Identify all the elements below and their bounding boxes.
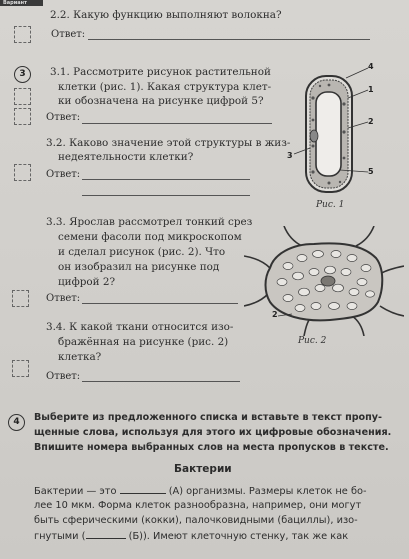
text-paragraph-line-3: быть сферическими (кокки), палочковидными (бациллы), изо- xyxy=(34,515,358,526)
answer-box-3-1b[interactable] xyxy=(14,108,31,125)
fig1-label-2: 2 xyxy=(368,117,374,126)
answer-label-3-4: Ответ: xyxy=(46,371,81,382)
answer-line-3-4[interactable] xyxy=(82,381,240,382)
task-4-instruction-line-3: Впишите номера выбранных слов на места пропусков в тексте. xyxy=(34,442,389,453)
answer-label-2-2: Ответ: xyxy=(51,29,86,40)
answer-box-3-1[interactable] xyxy=(14,88,31,105)
figure-1-plant-cell xyxy=(284,58,384,208)
answer-box-3-2[interactable] xyxy=(14,164,31,181)
question-3-3-line-1: 3.3. Ярослав рассмотрел тонкий срез xyxy=(46,216,253,228)
answer-label-3-2: Ответ: xyxy=(46,169,81,180)
text-line-4-start: гнутыми ( xyxy=(34,531,86,542)
answer-line-3-1[interactable] xyxy=(82,123,272,124)
text-line-4-end: (Б)). Имеют клеточную стенку, так же как xyxy=(128,531,349,542)
answer-label-3-3: Ответ: xyxy=(46,293,81,304)
question-3-4-line-2: бражённая на рисунке (рис. 2) xyxy=(58,336,229,348)
question-3-2-line-2: недеятельности клетки? xyxy=(58,151,194,163)
fig1-label-3: 3 xyxy=(287,151,293,160)
answer-line-3-2a[interactable] xyxy=(82,179,250,180)
fig1-label-4: 4 xyxy=(368,62,374,71)
question-3-4-line-1: 3.4. К какой ткани относится изо- xyxy=(46,321,234,333)
variant-tab: Вариант xyxy=(0,0,43,6)
question-3-1-line-1: 3.1. Рассмотрите рисунок растительной xyxy=(50,66,271,78)
task-4-number: 4 xyxy=(8,414,25,431)
question-3-3-line-3: и сделал рисунок (рис. 2). Что xyxy=(58,246,226,258)
task-4-instruction-line-1: Выберите из предложенного списка и вставьте в текст пропу- xyxy=(34,412,383,423)
text-paragraph-line-4 xyxy=(34,528,348,544)
blank-b[interactable] xyxy=(86,528,126,539)
question-3-3-line-5: цифрой 2? xyxy=(58,276,116,288)
question-3-3-line-4: он изобразил на рисунке под xyxy=(58,261,220,273)
answer-line-3-2b[interactable] xyxy=(82,195,250,196)
answer-box-3-3[interactable] xyxy=(12,290,29,307)
fig2-label-2: 2 xyxy=(272,310,278,319)
answer-line-2-2[interactable] xyxy=(88,39,370,40)
question-2-2-text: 2.2. Какую функцию выполняют волокна? xyxy=(50,9,282,21)
figure-1-caption: Рис. 1 xyxy=(316,200,345,210)
question-3-1-line-2: клетки (рис. 1). Какая структура клет- xyxy=(58,81,272,93)
blank-a[interactable] xyxy=(120,483,166,494)
question-3-3-line-2: семени фасоли под микроскопом xyxy=(58,231,242,243)
task-3-number: 3 xyxy=(14,66,31,83)
fig1-label-5: 5 xyxy=(368,167,374,176)
text-line-1-start: Бактерии — это xyxy=(34,486,117,497)
figure-2-seed-cells xyxy=(244,226,404,336)
figure-2-caption: Рис. 2 xyxy=(298,336,327,346)
question-3-1-line-3: ки обозначена на рисунке цифрой 5? xyxy=(58,95,264,107)
task-4-instruction-line-2: щенные слова, используя для этого их цифровые обозначения. xyxy=(34,427,392,438)
text-title: Бактерии xyxy=(174,463,232,475)
answer-box-3-4[interactable] xyxy=(12,360,29,377)
question-3-2-line-1: 3.2. Каково значение этой структуры в жиз- xyxy=(46,137,291,149)
fig1-label-1: 1 xyxy=(368,85,374,94)
text-paragraph-line-2: лее 10 мкм. Форма клеток разнообразна, например, они могут xyxy=(34,500,362,511)
text-paragraph-line-1 xyxy=(34,483,367,499)
answer-box-2-2[interactable] xyxy=(14,26,31,43)
text-line-1-end: (А) организмы. Размеры клеток не бо- xyxy=(168,486,367,497)
question-3-4-line-3: клетка? xyxy=(58,351,102,363)
answer-label-3-1: Ответ: xyxy=(46,112,81,123)
answer-line-3-3[interactable] xyxy=(82,303,238,304)
